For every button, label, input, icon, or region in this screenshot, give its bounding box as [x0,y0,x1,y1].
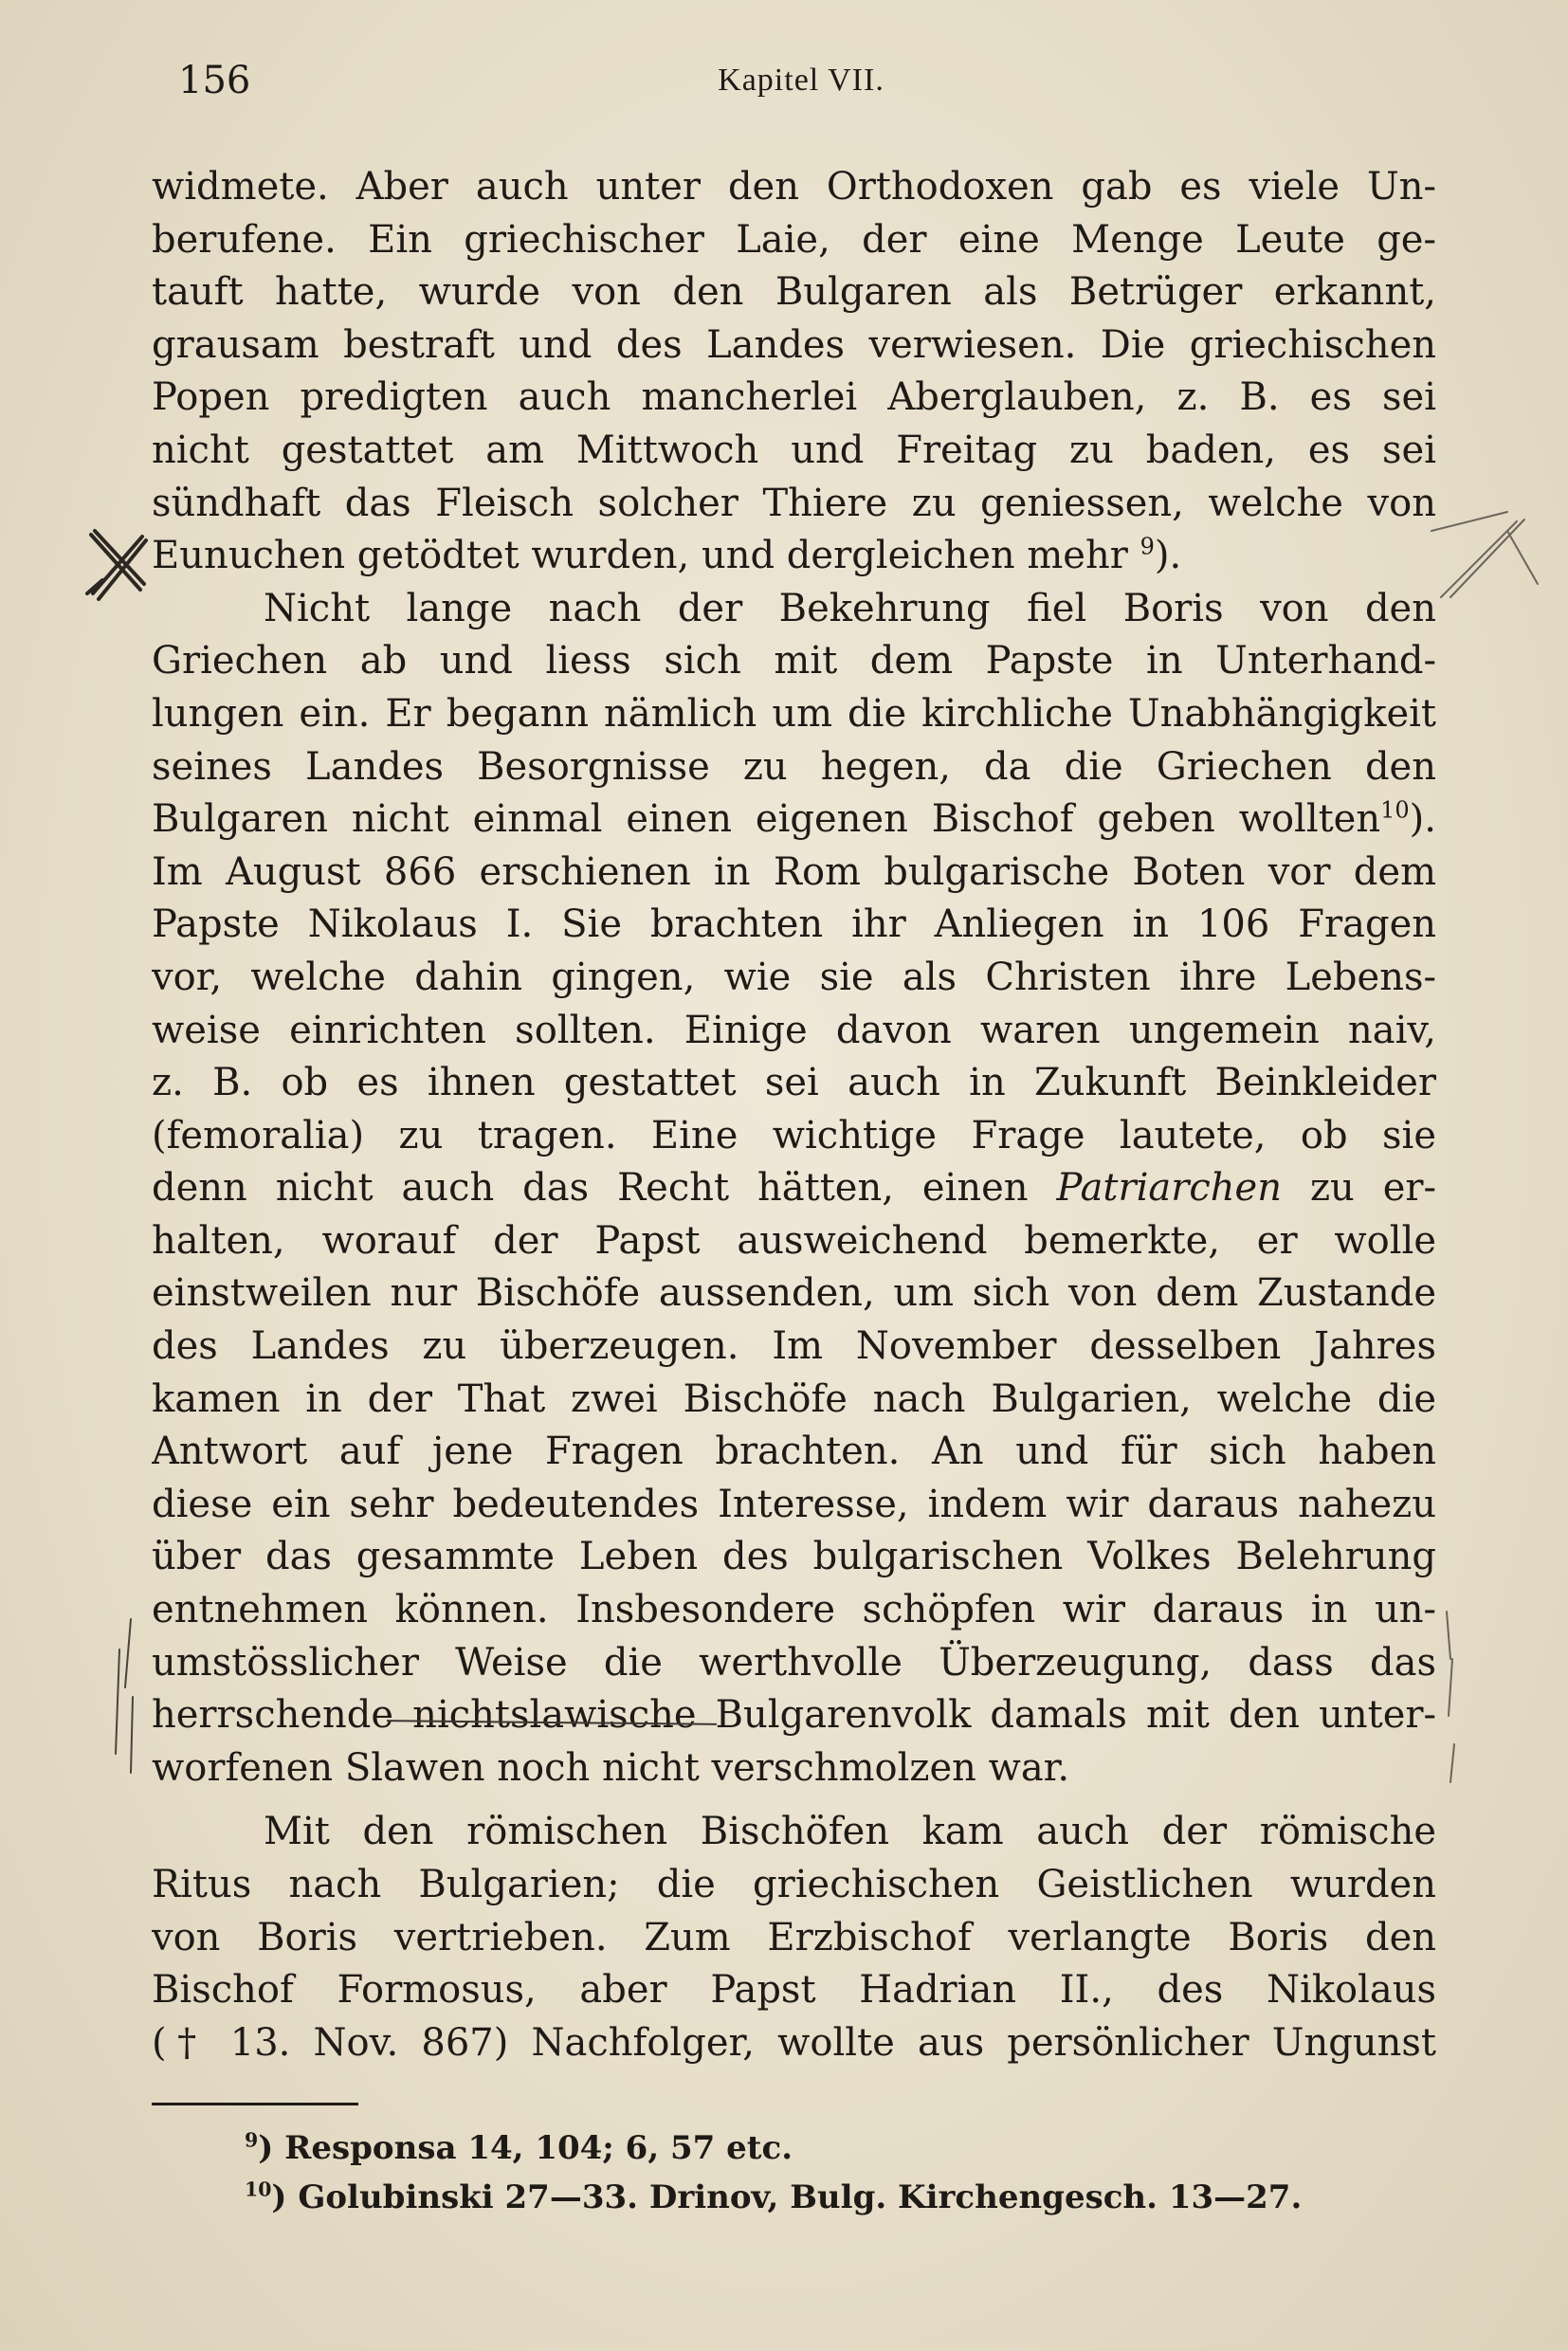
text-line: Ritus nach Bulgarien; die griechischen Geistlichen wurden [152,1863,1436,1906]
footnote-mark: 10 [245,2178,272,2201]
text-line: Antwort auf jene Fragen brachten. An und für sich haben [152,1430,1436,1474]
text-line [152,793,1436,847]
footnote-reference-tail: ). [1154,534,1182,578]
text-line: nicht gestattet am Mittwoch und Freitag zu baden, es sei [152,428,1436,472]
body-text [152,161,1436,2069]
italic-word: Patriarchen [1056,1166,1282,1211]
line-text: Bulgaren nicht einmal einen eigenen Bischof geben wollten [152,797,1381,842]
text-line: berufene. Ein griechischer Laie, der eine Menge Leute ge- [152,217,1436,262]
footnote-reference[interactable]: 9 [1140,533,1155,560]
footnote-reference-tail: ). [1409,797,1436,842]
margin-bracket-left-mark [106,1612,144,1782]
text-line: herrschende nichtslawische Bulgarenvolk damals mit den unter- [152,1693,1436,1738]
text-line: lungen ein. Er begann nämlich um die kirchliche Unabhängigkeit [152,691,1436,736]
line-text: denn nicht auch das Recht hätten, einen [152,1166,1029,1211]
chapter-title: Kapitel VII. [718,63,884,98]
footnote-rule [152,2103,358,2105]
line-text: Eunuchen getödtet wurden, und dergleichen mehr [152,534,1128,578]
footnote-10 [245,2173,1382,2222]
text-line: Mit den römischen Bischöfen kam auch der römische [264,1810,1436,1854]
text-line: weise einrichten sollten. Einige davon waren ungemein naiv, [152,1008,1436,1052]
text-line: sündhaft das Fleisch solcher Thiere zu geniessen, welche von [152,481,1436,525]
text-line: einstweilen nur Bischöfe aussenden, um sich von dem Zustande [152,1271,1436,1316]
text-line: kamen in der That zwei Bischöfe nach Bulgarien, welche die [152,1376,1436,1421]
line-text: zu er- [1309,1166,1436,1211]
text-line: († 13. Nov. 867) Nachfolger, wollte aus persönlicher Ungunst [152,2020,1436,2065]
text-line: Im August 866 erschienen in Rom bulgarische Boten vor dem [152,849,1436,894]
text-line: Papste Nikolaus I. Sie brachten ihr Anliegen in 106 Fragen [152,902,1436,947]
text-line: tauft hatte, wurde von den Bulgaren als Betrüger erkannt, [152,270,1436,315]
text-line: widmete. Aber auch unter den Orthodoxen gab es viele Un- [152,165,1436,209]
footnote-9 [245,2123,1382,2173]
footnote-text: ) Golubinski 27—33. Drinov, Bulg. Kirchengesch. 13—27. [271,2178,1303,2216]
text-line: (femoralia) zu tragen. Eine wichtige Frage lautete, ob sie [152,1113,1436,1157]
text-line: vor, welche dahin gingen, wie sie als Christen ihre Lebens- [152,955,1436,999]
text-line: Griechen ab und liess sich mit dem Papste in Unterhand- [152,639,1436,683]
page-number: 156 [178,59,251,102]
text-line [152,1162,1436,1215]
text-line: diese ein sehr bedeutendes Interesse, indem wir daraus nahezu [152,1482,1436,1526]
text-line: entnehmen können. Insbesondere schöpfen wir daraus in un- [152,1588,1436,1632]
footnote-mark: 9 [245,2128,259,2152]
text-line [152,530,1436,583]
text-line: seines Landes Besorgnisse zu hegen, da die Griechen den [152,744,1436,789]
text-line: Nicht lange nach der Bekehrung fiel Boris von den [264,586,1436,630]
text-line: halten, worauf der Papst ausweichend bemerkte, er wolle [152,1218,1436,1263]
footnote-reference[interactable]: 10 [1380,796,1410,824]
footnotes [245,2123,1382,2222]
text-line: grausam bestraft und des Landes verwiesen. Die griechischen [152,322,1436,367]
text-line: z. B. ob es ihnen gestattet sei auch in Zukunft Beinkleider [152,1061,1436,1105]
running-head [161,59,1441,116]
text-line: umstösslicher Weise die werthvolle Überzeugung, dass das [152,1640,1436,1685]
text-line: Bischof Formosus, aber Papst Hadrian II., des Nikolaus [152,1968,1436,2013]
text-line: Popen predigten auch mancherlei Aberglauben, z. B. es sei [152,375,1436,420]
text-line: worfenen Slawen noch nicht verschmolzen war. [152,1745,1070,1790]
text-line: des Landes zu überzeugen. Im November desselben Jahres [152,1324,1436,1369]
text-line: von Boris vertrieben. Zum Erzbischof verlangte Boris den [152,1915,1436,1959]
footnote-text: ) Responsa 14, 104; 6, 57 etc. [258,2129,793,2167]
text-line: über das gesammte Leben des bulgarischen Volkes Belehrung [152,1535,1436,1579]
